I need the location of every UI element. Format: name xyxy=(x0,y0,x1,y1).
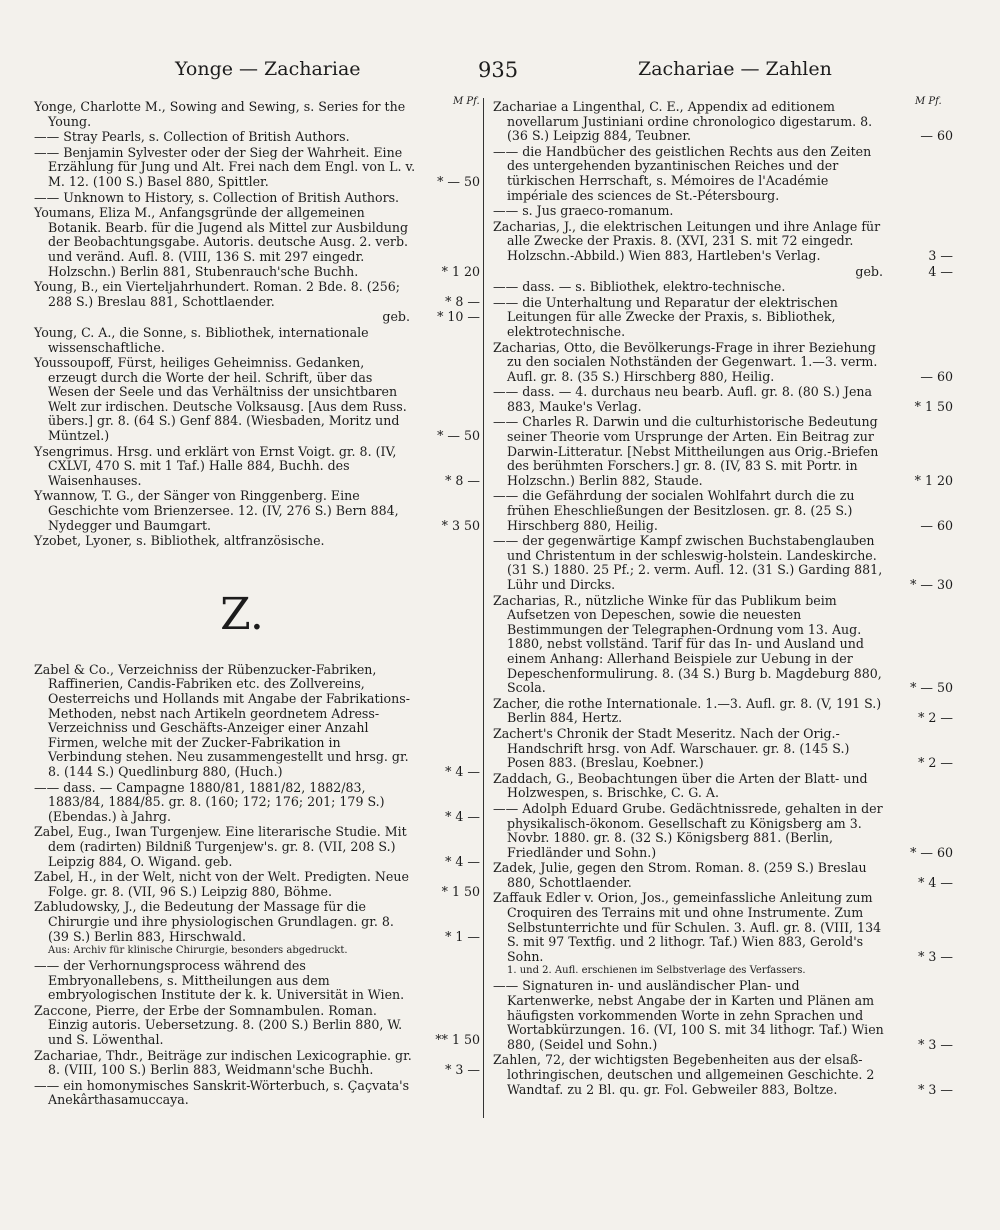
entries-z-part2 xyxy=(34,959,480,1108)
bibliography-entry xyxy=(493,594,953,696)
entry-price: * 1 50 xyxy=(914,398,953,414)
bibliography-entry xyxy=(34,781,480,825)
bibliography-entry xyxy=(493,489,953,533)
running-header-left: Yonge — Zachariae xyxy=(175,58,361,80)
entry-text: Zabel, H., in der Welt, nicht von der Welt. Predigten. Neue Folge. gr. 8. (VII, 96 S.) Leipzig 880, Böhme. xyxy=(34,869,409,899)
entry-price: * 3 50 xyxy=(441,517,480,533)
section-letter: Z. xyxy=(220,588,264,640)
bibliography-entry xyxy=(493,204,953,219)
entry-text: —— Unknown to History, s. Collection of British Authors. xyxy=(34,189,400,205)
entry-price: * 1 20 xyxy=(441,263,480,279)
entry-text: Yonge, Charlotte M., Sowing and Sewing, s. Series for the Young. xyxy=(34,99,406,129)
bibliography-entry xyxy=(34,146,480,190)
bibliography-entry xyxy=(34,900,480,944)
entry-text: Zachert's Chronik der Stadt Meseritz. Nach der Orig.-Handschrift hrsg. von Adf. Warschauer. gr. 8. (145 S.) Posen 883. (Breslau, Koebner.) xyxy=(493,725,850,771)
entry-text: —— dass. — s. Bibliothek, elektro-technische. xyxy=(493,279,786,295)
bibliography-entry xyxy=(493,280,953,295)
bibliography-entry xyxy=(493,772,953,801)
entry-price: * 3 — xyxy=(445,1062,480,1078)
entry-price: * — 60 xyxy=(910,844,953,860)
entry-text: —— dass. — Campagne 1880/81, 1881/82, 1882/83, 1883/84, 1884/85. gr. 8. (160; 172; 176; 201; 179 S.) (Ebendas.) à Jahrg. xyxy=(34,779,385,824)
entry-text: Zaddach, G., Beobachtungen über die Arten der Blatt- und Holzwespen, s. Brischke, C. G. A. xyxy=(493,770,868,801)
entry-price: * 1 — xyxy=(445,928,480,944)
entry-price: * 3 — xyxy=(918,948,953,964)
entry-price: * 4 — xyxy=(445,808,480,824)
entry-text: geb. xyxy=(855,263,883,279)
entry-text: —— Benjamin Sylvester oder der Sieg der Wahrheit. Eine Erzählung für Jung und Alt. Frei nach dem Engl. von L. v. M. 12. (100 S.) Basel 880, Spittler. xyxy=(34,144,416,189)
entry-price: * 4 — xyxy=(918,874,953,890)
entry-price: * — 50 xyxy=(910,680,953,696)
entry-text: Young, B., ein Vierteljahrhundert. Roman. 2 Bde. 8. (256; 288 S.) Breslau 881, Schottlaender. xyxy=(34,279,400,309)
bibliography-entry xyxy=(34,206,480,279)
bibliography-entry xyxy=(493,100,953,144)
entry-price: * 8 — xyxy=(445,293,480,309)
entry-price: * — 50 xyxy=(437,173,480,189)
bibliography-entry xyxy=(34,1049,480,1078)
entry-price: — 60 xyxy=(920,128,953,144)
bibliography-entry xyxy=(34,445,480,489)
bibliography-entry xyxy=(493,727,953,771)
entry-text: geb. xyxy=(382,309,410,325)
entry-text: Zahlen, 72, der wichtigsten Begebenheiten aus der elsaß-lothringischen, deutschen und allgemeinen Geschichte. 2 Wandtaf. zu 2 Bl. qu. gr. Fol. Gebweiler 883, Boltze. xyxy=(493,1052,875,1097)
entry-text: —— Signaturen in- und ausländischer Plan- und Kartenwerke, nebst Angabe der in Karten und Plänen am häufigsten vorkommenden Worte in zehn Sprachen und Wortabkürzungen. 16. (VI, 100 S. mit 34 lithogr. Taf.) Wien 880, (Seidel und Sohn.) xyxy=(493,978,884,1052)
bibliography-entry xyxy=(34,100,480,129)
entries-right-part1 xyxy=(493,100,953,964)
entry-price: * 2 — xyxy=(918,710,953,726)
bibliography-entry xyxy=(493,1053,953,1097)
bibliography-entry xyxy=(34,326,480,355)
entry-price: * 1 20 xyxy=(914,472,953,488)
bibliography-entry xyxy=(493,145,953,203)
bibliography-entry xyxy=(493,385,953,414)
entry-text: Zacharias, J., die elektrischen Leitungen und ihre Anlage für alle Zwecke der Praxis. 8. (XVI, 231 S. mit 72 eingedr. Holzschn.-Abbild.) Wien 883, Hartleben's Verlag. xyxy=(493,218,881,263)
bibliography-entry xyxy=(493,802,953,860)
bibliography-entry xyxy=(34,280,480,309)
bibliography-entry xyxy=(34,1079,480,1108)
bibliography-entry xyxy=(34,870,480,899)
bibliography-entry xyxy=(493,534,953,592)
price-column-label-right: M Pf. xyxy=(915,96,942,107)
entry-note: Aus: Archiv für klinische Chirurgie, besonders abgedruckt. xyxy=(48,945,348,957)
bibliography-entry xyxy=(34,1004,480,1048)
entry-text: Zachariae, Thdr., Beiträge zur indischen Lexicographie. gr. 8. (VIII, 100 S.) Berlin 883, Weidmann'sche Buchh. xyxy=(34,1047,412,1078)
entries-right-part2 xyxy=(493,979,953,1097)
bibliography-entry xyxy=(34,130,480,145)
entry-text: —— der gegenwärtige Kampf zwischen Buchstabenglauben und Christentum in der schleswig-holstein. Landeskirche. (31 S.) 1880. 25 Pf.; 2. verm. Aufl. 12. (31 S.) Garding 881, Lühr und Dircks. xyxy=(493,533,883,592)
entry-price: * 3 — xyxy=(918,1081,953,1097)
entry-text: Yzobet, Lyoner, s. Bibliothek, altfranzösische. xyxy=(34,533,325,549)
bibliography-entry xyxy=(493,861,953,890)
entry-text: Zachariae a Lingenthal, C. E., Appendix ad editionem novellarum Justiniani ordine chronologico digestarum. 8. (36 S.) Leipzig 884, Teubner. xyxy=(493,99,873,144)
entry-price: * 8 — xyxy=(445,472,480,488)
entry-text: —— dass. — 4. durchaus neu bearb. Aufl. gr. 8. (80 S.) Jena 883, Mauke's Verlag. xyxy=(493,384,873,414)
entry-text: Youmans, Eliza M., Anfangsgründe der allgemeinen Botanik. Bearb. für die Jugend als Mittel zur Ausbildung der Beobachtungsgabe. Autoris. deutsche Ausg. 2. verb. und veränd. Aufl. 8. (VIII, 136 S. mit 297 eingedr. Holzschn.) Berlin 881, Stubenrauch'sche Buchh. xyxy=(34,205,409,279)
entry-price: — 60 xyxy=(920,517,953,533)
entry-price: * 10 — xyxy=(437,309,480,325)
entry-price: * 3 — xyxy=(918,1036,953,1052)
price-column-label-left: M Pf. xyxy=(453,96,480,107)
entry-price: * — 50 xyxy=(437,428,480,444)
entry-text: Youssoupoff, Fürst, heiliges Geheimniss. Gedanken, erzeugt durch die Worte der heil. Schrift, über das Wesen der Seele und das Verhältniss der unsichtbaren Welt zur irdischen. Deutsche Volksausg. [Aus dem Russ. übers.] gr. 8. (64 S.) Genf 884. (Wiesbaden, Moritz und Müntzel.) xyxy=(34,355,407,444)
entries-z-part1 xyxy=(34,663,480,944)
entry-text: —— Stray Pearls, s. Collection of British Authors. xyxy=(34,129,350,145)
right-column xyxy=(493,100,953,1098)
bibliography-entry xyxy=(493,341,953,385)
entry-text: Ysengrimus. Hrsg. und erklärt von Ernst Voigt. gr. 8. (IV, CXLVI, 470 S. mit 1 Taf.) Halle 884, Buchh. des Waisenhauses. xyxy=(34,443,397,488)
entry-price: * 2 — xyxy=(918,755,953,771)
bibliography-entry xyxy=(34,959,480,1003)
entry-price: — 60 xyxy=(920,368,953,384)
bibliography-entry xyxy=(493,265,953,280)
entry-price: * 1 50 xyxy=(441,883,480,899)
bibliography-entry xyxy=(34,489,480,533)
entry-text: Zaffauk Edler v. Orion, Jos., gemeinfassliche Anleitung zum Croquiren des Terrains mit und ohne Instrumente. Zum Selbstunterrichte und für Schulen. 3. Aufl. gr. 8. (VIII, 134 S. mit 97 Textfig. und 2 lithogr. Taf.) Wien 883, Gerold's Sohn. xyxy=(493,890,882,964)
entry-text: Zadek, Julie, gegen den Strom. Roman. 8. (259 S.) Breslau 880, Schottlaender. xyxy=(493,860,867,890)
bibliography-entry xyxy=(34,191,480,206)
column-divider xyxy=(483,98,484,1118)
entry-text: —— die Unterhaltung und Reparatur der elektrischen Leitungen für alle Zwecke der Praxis, s. Bibliothek, elektrotechnische. xyxy=(493,294,838,339)
entry-text: —— die Gefährdung der socialen Wohlfahrt durch die zu frühen Eheschließungen der Besitzlosen. gr. 8. (25 S.) Hirschberg 880, Heilig. xyxy=(493,488,855,533)
entry-text: —— Charles R. Darwin und die culturhistorische Bedeutung seiner Theorie vom Ursprunge der Arten. Ein Beitrag zur Darwin-Litteratur. [Nebst Mittheilungen aus Orig.-Briefen des berühmten Forschers.] gr. 8. (IV, 83 S. mit Portr. in Holzschn.) Berlin 882, Staude. xyxy=(493,414,879,488)
entry-text: Young, C. A., die Sonne, s. Bibliothek, internationale wissenschaftliche. xyxy=(34,324,369,355)
bibliography-entry xyxy=(493,220,953,264)
bibliography-entry xyxy=(34,534,480,549)
bibliography-entry xyxy=(34,825,480,869)
entry-price: 3 — xyxy=(928,247,953,263)
entry-text: Ywannow, T. G., der Sänger von Ringgenberg. Eine Geschichte vom Brienzersee. 12. (IV, 276 S.) Bern 884, Nydegger und Baumgart. xyxy=(34,488,399,533)
bibliography-entry xyxy=(493,296,953,340)
entry-price: * 4 — xyxy=(445,853,480,869)
entry-text: —— s. Jus graeco-romanum. xyxy=(493,203,674,219)
entry-text: Zacharias, Otto, die Bevölkerungs-Frage in ihrer Beziehung zu den socialen Nothständen der Gegenwart. 1.—3. verm. Aufl. gr. 8. (35 S.) Hirschberg 880, Heilig. xyxy=(493,339,878,384)
entry-text: Zabel, Eug., Iwan Turgenjew. Eine literarische Studie. Mit dem (radirten) Bildniß Turgenjew's. gr. 8. (VII, 208 S.) Leipzig 884, O. Wigand. geb. xyxy=(34,824,407,869)
entry-price: * — 30 xyxy=(910,577,953,592)
entry-price: * 4 — xyxy=(445,763,480,779)
entry-price: 4 — xyxy=(928,263,953,279)
entry-text: Zabludowsky, J., die Bedeutung der Massage für die Chirurgie und ihre physiologischen Grundlagen. gr. 8. (39 S.) Berlin 883, Hirschwald. xyxy=(34,899,394,944)
page-number: 935 xyxy=(478,58,519,82)
left-column xyxy=(34,100,480,1109)
entries-y xyxy=(34,100,480,549)
bibliography-entry xyxy=(493,415,953,488)
entry-text: —— der Verhornungsprocess während des Embryonallebens, s. Mittheilungen aus dem embryologischen Institute der k. k. Universität in Wien. xyxy=(34,958,405,1003)
bibliography-entry xyxy=(34,356,480,444)
running-header-right: Zachariae — Zahlen xyxy=(638,58,832,80)
entry-text: Zacharias, R., nützliche Winke für das Publikum beim Aufsetzen von Depeschen, sowie die neuesten Bestimmungen der Telegraphen-Ordnung vom 13. Aug. 1880, nebst vollständ. Tarif für das In- und Ausland und einem Anhang: Allerhand Beispiele zur Uebung in der Depeschenformulirung. 8. (34 S.) Burg b. Magdeburg 880, Scola. xyxy=(493,592,882,696)
entry-note: 1. und 2. Aufl. erschienen im Selbstverlage des Verfassers. xyxy=(507,965,806,977)
entry-text: —— Adolph Eduard Grube. Gedächtnissrede, gehalten in der physikalisch-ökonom. Gesellschaft zu Königsberg am 3. Novbr. 1880. gr. 8. (32 S.) Königsberg 881. (Berlin, Friedländer und Sohn.) xyxy=(493,800,883,860)
entry-text: Zacher, die rothe Internationale. 1.—3. Aufl. gr. 8. (V, 191 S.) Berlin 884, Hertz. xyxy=(493,695,882,726)
entry-price: ** 1 50 xyxy=(435,1032,480,1048)
entry-text: Zabel & Co., Verzeichniss der Rübenzucker-Fabriken, Raffinerien, Candis-Fabriken etc. des Zollvereins, Oesterreichs und Hollands mit Angabe der Fabrikations-Methoden, nebst nach Artikeln geordnetem Adress-Verzeichniss und Geschäfts-Anzeiger einer Anzahl Firmen, welche mit der Zucker-Fabrikation in Verbindung stehen. Neu zusammengestellt und hrsg. gr. 8. (144 S.) Quedlinburg 880, (Huch.) xyxy=(34,661,410,779)
bibliography-entry xyxy=(34,310,480,325)
entry-text: —— ein homonymisches Sanskrit-Wörterbuch, s. Çaçvata's Anekârthasamuccaya. xyxy=(34,1077,410,1108)
bibliography-entry xyxy=(493,697,953,726)
entry-text: —— die Handbücher des geistlichen Rechts aus den Zeiten des untergehenden byzantinischen Reiches und der türkischen Herrschaft, s. Mémoires de l'Académie impériale des sciences de St.-Pétersbourg. xyxy=(493,143,872,203)
entry-text: Zaccone, Pierre, der Erbe der Somnambulen. Roman. Einzig autoris. Uebersetzung. 8. (200 S.) Berlin 880, W. und S. Löwenthal. xyxy=(34,1002,403,1048)
bibliography-entry xyxy=(34,663,480,780)
bibliography-entry xyxy=(493,979,953,1052)
bibliography-entry xyxy=(493,891,953,964)
